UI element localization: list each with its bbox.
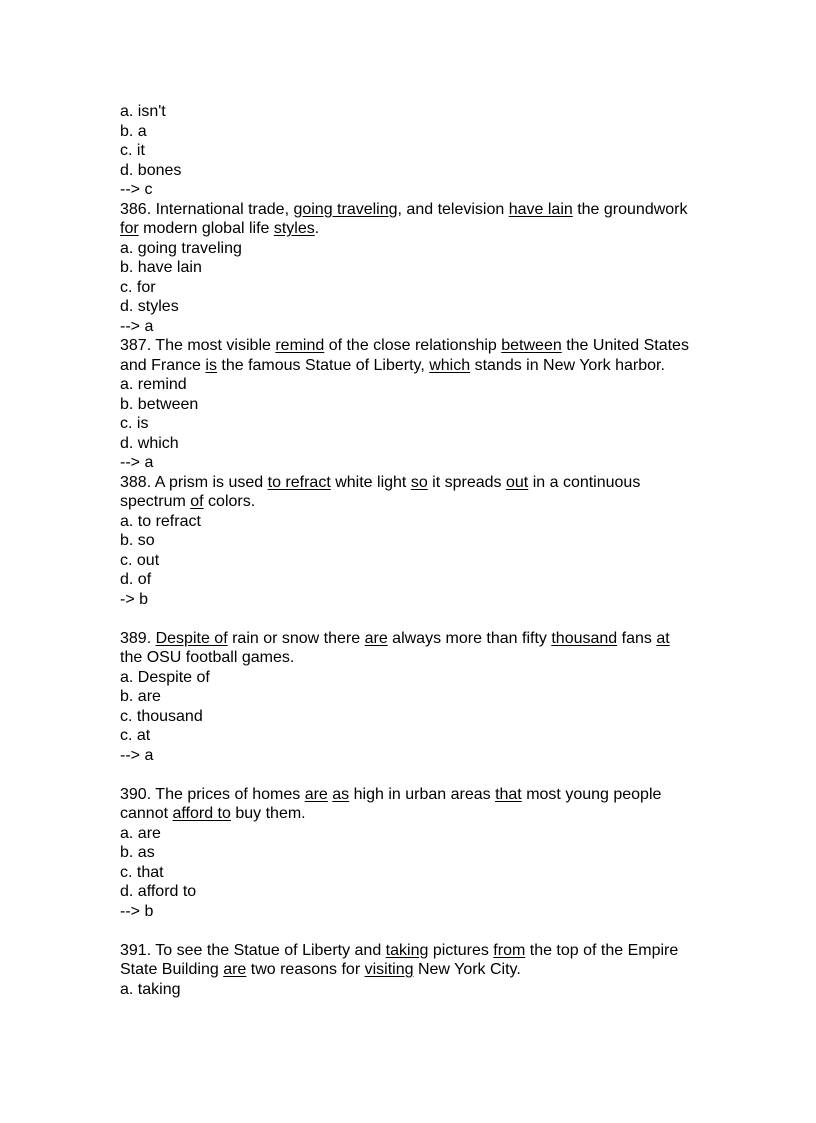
- stem-text: spectrum: [120, 493, 191, 510]
- underlined-segment: thousand: [551, 629, 618, 647]
- answer-option: a. taking: [120, 980, 181, 998]
- document-body: [120, 102, 720, 999]
- answer-option: a. Despite of: [120, 668, 210, 686]
- question-stem-line: [120, 219, 720, 239]
- answer-option: d. afford to: [120, 883, 197, 900]
- answer-option: a. going traveling: [120, 239, 242, 257]
- question-q385-tail: [120, 102, 720, 200]
- underlined-segment: have lain: [508, 200, 573, 218]
- blank-line: [120, 921, 720, 941]
- underlined-segment: as: [332, 785, 350, 803]
- underlined-segment: are: [223, 961, 247, 978]
- stem-text: 390. The prices of homes: [120, 785, 305, 803]
- answer-key: -> b: [120, 590, 149, 608]
- blank-line: [120, 609, 720, 629]
- answer-option: c. thousand: [120, 707, 203, 725]
- stem-text: the United States: [561, 337, 689, 354]
- stem-text: the famous Statue of Liberty,: [216, 356, 430, 374]
- stem-text: stands in New York harbor.: [470, 356, 665, 374]
- answer-key: --> a: [120, 454, 154, 471]
- underlined-segment: that: [495, 785, 522, 803]
- stem-text: 388. A prism is used: [120, 473, 268, 491]
- stem-text: the OSU football games.: [120, 649, 295, 666]
- stem-text: it spreads: [427, 473, 506, 491]
- underlined-segment: going traveling: [293, 200, 398, 218]
- stem-text: State Building: [120, 961, 224, 978]
- answer-option: c. is: [120, 415, 149, 432]
- underlined-segment: remind: [275, 337, 325, 354]
- question-stem-line: [120, 941, 720, 961]
- stem-text: New York City.: [413, 961, 521, 978]
- underlined-segment: for: [120, 220, 139, 237]
- blank-line: [120, 765, 720, 785]
- stem-text: pictures: [428, 941, 494, 959]
- answer-key: --> c: [120, 181, 153, 198]
- underlined-segment: are: [364, 629, 388, 647]
- question-stem-line: [120, 473, 720, 493]
- question-q387: [120, 336, 720, 473]
- question-stem-line: [120, 356, 720, 376]
- question-stem-line: [120, 492, 720, 512]
- answer-option: d. styles: [120, 298, 179, 315]
- stem-text: 389.: [120, 629, 156, 647]
- stem-text: fans: [617, 629, 657, 647]
- stem-text: always more than fifty: [387, 629, 552, 647]
- answer-option: d. bones: [120, 161, 182, 179]
- answer-option: a. isn't: [120, 103, 166, 120]
- answer-option: b. a: [120, 122, 147, 140]
- stem-text: the groundwork: [572, 200, 688, 218]
- stem-text: .: [314, 220, 320, 237]
- underlined-segment: to refract: [267, 473, 331, 491]
- question-q391: [120, 941, 720, 1000]
- underlined-segment: so: [410, 473, 428, 491]
- stem-text: 387. The most visible: [120, 337, 276, 354]
- answer-key: --> a: [120, 746, 154, 764]
- underlined-segment: is: [205, 356, 217, 374]
- stem-text: rain or snow there: [227, 629, 365, 647]
- underlined-segment: between: [501, 337, 562, 354]
- stem-text: 386. International trade,: [120, 200, 294, 218]
- underlined-segment: at: [656, 629, 670, 647]
- answer-option: d. of: [120, 571, 152, 588]
- stem-text: most young people: [521, 785, 662, 803]
- answer-option: d. which: [120, 434, 179, 452]
- answer-option: c. out: [120, 551, 160, 569]
- answer-option: b. have lain: [120, 259, 202, 276]
- stem-text: of the close relationship: [324, 337, 502, 354]
- answer-option: c. that: [120, 863, 164, 881]
- stem-text: high in urban areas: [349, 785, 496, 803]
- question-q388: [120, 473, 720, 629]
- question-q389: [120, 629, 720, 785]
- question-stem-line: [120, 804, 720, 824]
- underlined-segment: Despite of: [155, 629, 228, 647]
- stem-text: in a continuous: [528, 473, 641, 491]
- answer-option: b. as: [120, 844, 155, 861]
- stem-text: two reasons for: [246, 961, 365, 978]
- question-stem-line: [120, 200, 720, 220]
- stem-text: 391. To see the Statue of Liberty and: [120, 941, 386, 959]
- answer-option: b. are: [120, 688, 161, 705]
- underlined-segment: taking: [385, 941, 429, 959]
- question-stem-line: [120, 629, 720, 649]
- underlined-segment: are: [304, 785, 328, 803]
- answer-option: a. to refract: [120, 512, 201, 530]
- answer-key: --> b: [120, 902, 154, 920]
- stem-text: modern global life: [138, 220, 274, 237]
- underlined-segment: which: [429, 356, 471, 374]
- stem-text: the top of the Empire: [525, 941, 679, 959]
- question-stem-line: [120, 785, 720, 805]
- answer-option: b. between: [120, 395, 199, 413]
- question-stem-line: [120, 648, 720, 668]
- stem-text: white light: [330, 473, 411, 491]
- underlined-segment: afford to: [172, 805, 231, 822]
- answer-option: a. are: [120, 824, 161, 842]
- answer-option: c. at: [120, 727, 151, 744]
- question-q386: [120, 200, 720, 337]
- question-stem-line: [120, 960, 720, 980]
- answer-option: c. it: [120, 142, 145, 159]
- underlined-segment: styles: [273, 220, 315, 237]
- answer-option: c. for: [120, 278, 156, 296]
- stem-text: , and television: [397, 200, 509, 218]
- underlined-segment: of: [190, 493, 204, 510]
- question-stem-line: [120, 336, 720, 356]
- underlined-segment: visiting: [364, 961, 414, 978]
- stem-text: cannot: [120, 805, 173, 822]
- underlined-segment: out: [506, 473, 529, 491]
- stem-text: and France: [120, 356, 206, 374]
- answer-option: b. so: [120, 532, 155, 549]
- answer-option: a. remind: [120, 376, 187, 393]
- stem-text: colors.: [203, 493, 256, 510]
- stem-text: buy them.: [230, 805, 306, 822]
- question-q390: [120, 785, 720, 941]
- underlined-segment: from: [493, 941, 526, 959]
- answer-key: --> a: [120, 317, 154, 335]
